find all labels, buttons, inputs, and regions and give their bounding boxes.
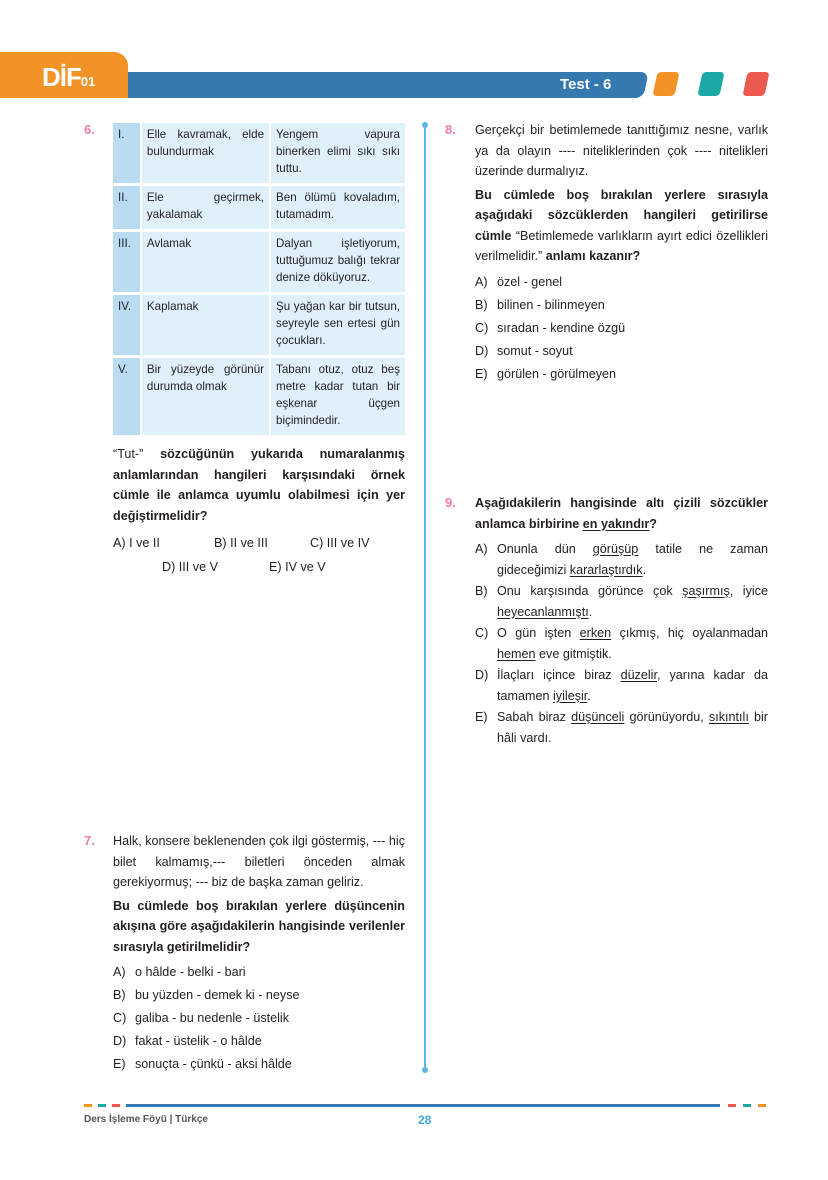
options bbox=[475, 539, 768, 748]
answer-option[interactable] bbox=[475, 539, 768, 580]
option-segment: eve gitmiştik. bbox=[535, 646, 612, 661]
question-number: 8. bbox=[445, 122, 456, 137]
meaning-cell: Ele geçirmek, yakalamak bbox=[141, 185, 270, 231]
answer-option[interactable] bbox=[113, 1054, 405, 1075]
option-text: bilinen - bilinmeyen bbox=[497, 297, 605, 312]
page-number: 28 bbox=[418, 1113, 432, 1127]
option-letter: C) bbox=[475, 320, 489, 335]
option-segment: çıkmış, hiç oyalanmadan bbox=[611, 626, 768, 640]
answer-option[interactable] bbox=[475, 341, 768, 362]
option-letter: D) bbox=[475, 343, 489, 358]
answer-option[interactable] bbox=[475, 581, 768, 622]
question-text: Halk, konsere beklenenden çok ilgi göstermiş, --- hiç bilet kalmamış,--- biletleri önceden almak gerekiyormuş; --- biz de başka zaman geliriz. bbox=[113, 834, 405, 889]
row-number: V. bbox=[113, 357, 141, 437]
option-c[interactable]: C) III ve IV bbox=[310, 536, 370, 550]
options bbox=[113, 532, 405, 582]
divider-dot bbox=[422, 1067, 428, 1073]
option-text bbox=[497, 581, 768, 622]
footer-dash bbox=[743, 1104, 751, 1107]
answer-option[interactable] bbox=[113, 1008, 405, 1029]
stem-quote: “Betimlemede varlıkların ayırt edici özellikleri verilmelidir.” bbox=[475, 228, 768, 263]
option-letter: D) bbox=[113, 1034, 127, 1048]
answer-option[interactable] bbox=[475, 623, 768, 664]
option-segment: , yarına kadar da tamamen bbox=[497, 668, 768, 703]
answer-option[interactable] bbox=[475, 272, 768, 293]
option-segment: Sabah biraz bbox=[497, 710, 572, 724]
option-letter: A) bbox=[113, 965, 126, 979]
stem-text: ? bbox=[649, 516, 657, 531]
option-segment: İlaçları içince biraz bbox=[497, 668, 621, 682]
option-letter: E) bbox=[113, 1057, 126, 1071]
option-text: o hâlde - belki - bari bbox=[135, 965, 246, 979]
footer-dash bbox=[98, 1104, 106, 1107]
option-text bbox=[497, 539, 768, 580]
stem-text: Aşağıdakilerin hangisinde altı çizili sözcükler anlamca birbirine bbox=[475, 496, 768, 531]
footer-dash bbox=[84, 1104, 92, 1107]
option-segment: Onu karşısında görünce çok bbox=[497, 584, 683, 598]
option-letter: B) bbox=[475, 297, 488, 312]
example-cell: Dalyan işletiyorum, tuttuğumuz balığı tekrar denize döküyoruz. bbox=[270, 231, 405, 294]
underlined-word: düzelir bbox=[620, 668, 657, 682]
footer-line bbox=[126, 1104, 720, 1107]
question-stem bbox=[475, 493, 768, 534]
column-divider bbox=[424, 125, 426, 1070]
option-text: özel - genel bbox=[497, 274, 563, 289]
underlined-phrase: en yakındır bbox=[582, 516, 650, 531]
footer-dash bbox=[728, 1104, 736, 1107]
footer-dash bbox=[758, 1104, 766, 1107]
stem-bold: sözcüğünün yukarıda numaralanmış anlamlarından hangileri karşısındaki örnek cümle ile anlamca uyumlu olabilmesi için yer değiştirmelidir? bbox=[113, 447, 405, 523]
logo bbox=[42, 62, 95, 93]
table-row bbox=[113, 185, 405, 231]
answer-option[interactable] bbox=[113, 985, 405, 1006]
underlined-word: şaşırmış bbox=[682, 584, 730, 598]
table-row bbox=[113, 357, 405, 437]
option-segment: bir hâli vardı. bbox=[497, 710, 768, 745]
question-text: Gerçekçi bir betimlemede tanıttığımız nesne, varlık ya da olayın ---- niteliklerinden çok ---- nitelikleri üzerinde durmalıyız. bbox=[475, 123, 768, 178]
table-row bbox=[113, 231, 405, 294]
meaning-cell: Bir yüzeyde görünür durumda olmak bbox=[141, 357, 270, 437]
option-letter: E) bbox=[475, 366, 488, 381]
answer-option[interactable] bbox=[475, 665, 768, 706]
option-segment: O gün işten bbox=[497, 626, 580, 640]
option-text: sıradan - kendine özgü bbox=[497, 320, 626, 335]
option-text: bu yüzden - demek ki - neyse bbox=[135, 988, 300, 1002]
example-cell: Şu yağan kar bir tutsun, seyreyle sen ertesi gün çocukları. bbox=[270, 294, 405, 357]
answer-option[interactable] bbox=[113, 1031, 405, 1052]
option-text: görülen - görülmeyen bbox=[497, 366, 617, 381]
question-6 bbox=[113, 123, 405, 582]
example-cell: Yengem vapura binerken elimi sıkı sıkı tuttu. bbox=[270, 123, 405, 185]
option-text: fakat - üstelik - o hâlde bbox=[135, 1034, 262, 1048]
option-d[interactable]: D) III ve V bbox=[162, 560, 218, 574]
meaning-cell: Avlamak bbox=[141, 231, 270, 294]
answer-option[interactable] bbox=[475, 318, 768, 339]
option-segment: görünüyordu, bbox=[624, 710, 709, 724]
question-number: 9. bbox=[445, 495, 456, 510]
option-letter: E) bbox=[475, 710, 488, 724]
option-segment: tatile ne zaman gideceğimizi bbox=[497, 542, 768, 577]
stem-end: anlamı kazanır? bbox=[545, 249, 641, 263]
option-segment: , iyice bbox=[729, 584, 768, 598]
underlined-word: heyecanlanmıştı bbox=[497, 604, 589, 619]
question-8 bbox=[475, 120, 768, 387]
option-text: somut - soyut bbox=[497, 343, 573, 358]
option-b[interactable]: B) II ve III bbox=[214, 536, 268, 550]
option-text: sonuçta - çünkü - aksi hâlde bbox=[135, 1057, 292, 1071]
row-number: IV. bbox=[113, 294, 141, 357]
option-letter: B) bbox=[113, 988, 126, 1002]
option-segment: . bbox=[588, 604, 593, 619]
options bbox=[113, 962, 405, 1075]
table-row bbox=[113, 123, 405, 185]
option-text bbox=[497, 665, 768, 706]
question-number: 7. bbox=[84, 833, 95, 848]
option-letter: A) bbox=[475, 542, 488, 556]
footer-dash bbox=[112, 1104, 120, 1107]
option-text bbox=[497, 707, 768, 748]
example-cell: Tabanı otuz, otuz beş metre kadar tutan bir eşkenar üçgen biçimindedir. bbox=[270, 357, 405, 437]
underlined-word: erken bbox=[579, 626, 612, 640]
answer-option[interactable] bbox=[113, 962, 405, 983]
options bbox=[475, 272, 768, 385]
underlined-word: kararlaştırdık bbox=[569, 562, 643, 577]
question-7 bbox=[113, 831, 405, 1077]
option-a[interactable]: A) I ve II bbox=[113, 536, 160, 550]
footer-book-title: Ders İşleme Föyü | Türkçe bbox=[84, 1114, 208, 1125]
logo-number: 01 bbox=[80, 74, 96, 89]
answer-option[interactable] bbox=[475, 364, 768, 385]
answer-option[interactable] bbox=[475, 707, 768, 748]
option-letter: C) bbox=[475, 626, 489, 640]
underlined-word: görüşüp bbox=[592, 542, 639, 556]
option-segment: . bbox=[587, 688, 591, 703]
meaning-cell: Elle kavramak, elde bulundurmak bbox=[141, 123, 270, 185]
question-stem bbox=[113, 444, 405, 526]
teal-tag-icon bbox=[697, 72, 724, 96]
divider-dot bbox=[422, 122, 428, 128]
table-row bbox=[113, 294, 405, 357]
question-number: 6. bbox=[84, 122, 95, 137]
answer-option[interactable] bbox=[475, 295, 768, 316]
option-segment: . bbox=[642, 562, 647, 577]
meaning-table bbox=[113, 123, 405, 438]
question-stem: Bu cümlede boş bırakılan yerlere düşüncenin akışına göre aşağıdakilerin hangisinde verilenler sırasıyla getirilmelidir? bbox=[113, 898, 405, 954]
orange-tag-icon bbox=[652, 72, 679, 96]
underlined-word: sıkıntılı bbox=[708, 710, 749, 724]
underlined-word: iyileşir bbox=[553, 688, 588, 703]
example-cell: Ben ölümü kovaladım, tutamadım. bbox=[270, 185, 405, 231]
logo-text: DİF bbox=[42, 62, 81, 92]
underlined-word: hemen bbox=[497, 646, 536, 661]
option-segment: Onunla dün bbox=[497, 542, 593, 556]
question-9 bbox=[475, 493, 768, 749]
option-text bbox=[497, 623, 768, 664]
stem-bold: Bu cümlede boş bırakılan yerlere sırasıyla aşağıdaki sözcüklerden hangileri getirilirse cümle bbox=[475, 187, 768, 243]
meaning-cell: Kaplamak bbox=[141, 294, 270, 357]
option-letter: A) bbox=[475, 274, 488, 289]
option-letter: B) bbox=[475, 584, 488, 598]
row-number: III. bbox=[113, 231, 141, 294]
option-letter: C) bbox=[113, 1011, 127, 1025]
red-tag-icon bbox=[742, 72, 769, 96]
row-number: I. bbox=[113, 123, 141, 185]
option-text: galiba - bu nedenle - üstelik bbox=[135, 1011, 290, 1025]
option-e[interactable]: E) IV ve V bbox=[269, 560, 326, 574]
question-stem bbox=[475, 185, 768, 267]
underlined-word: düşünceli bbox=[571, 710, 625, 724]
row-number: II. bbox=[113, 185, 141, 231]
option-letter: D) bbox=[475, 668, 489, 682]
stem-quote: “Tut-” bbox=[113, 447, 161, 461]
test-label: Test - 6 bbox=[560, 76, 612, 93]
